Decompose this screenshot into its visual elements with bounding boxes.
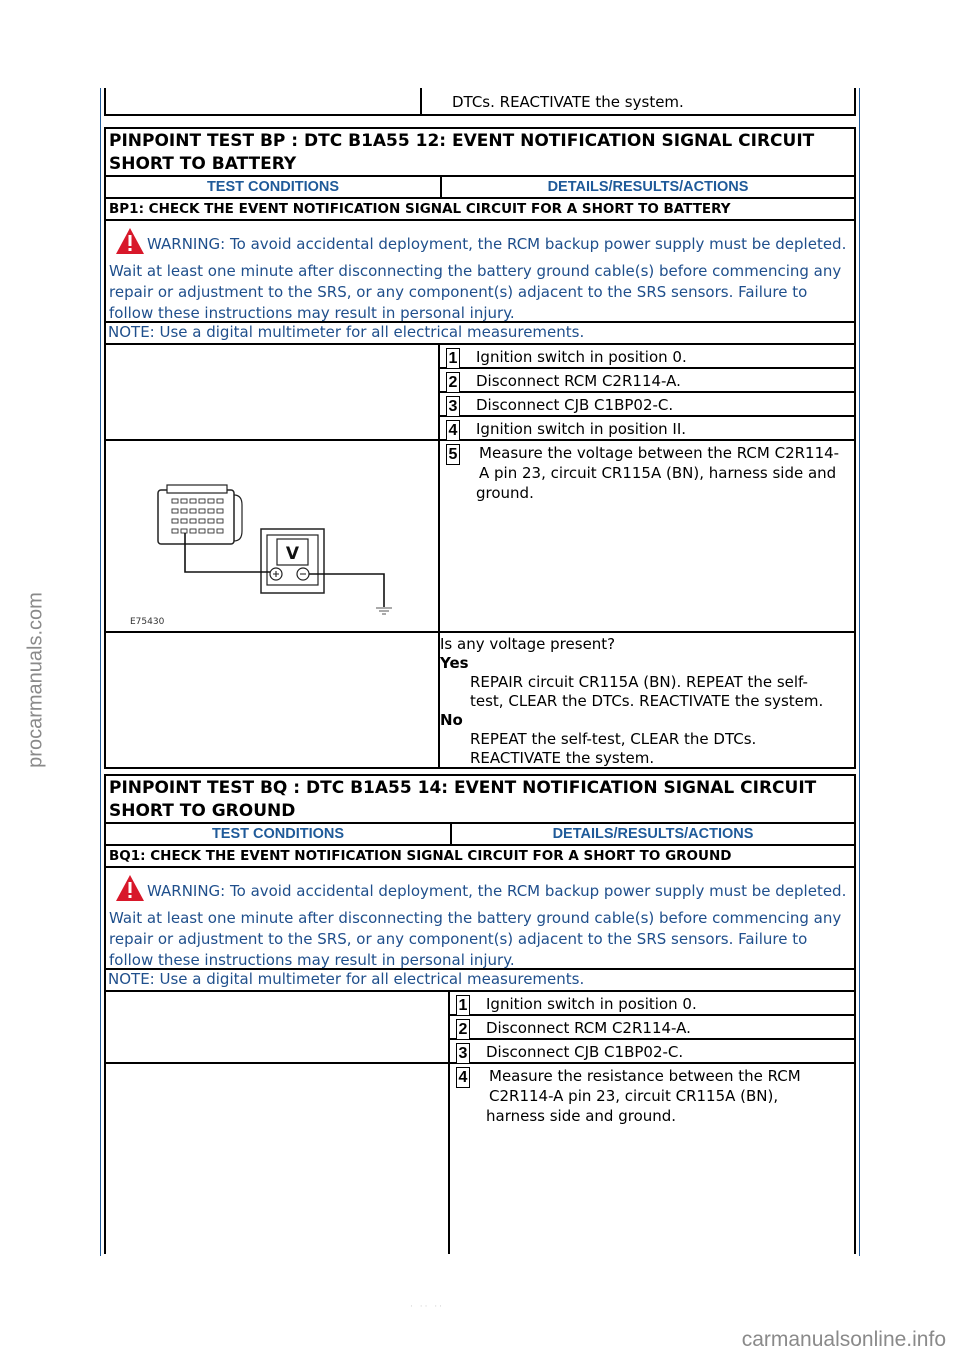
bq-step-4-conditions-cell	[106, 1064, 450, 1254]
warning-icon	[115, 227, 145, 261]
figure-id: E75430	[130, 617, 165, 627]
no-action: REPEAT the self-test, CLEAR the DTCs.	[470, 730, 757, 748]
step-row	[450, 1040, 854, 1062]
step-text: Disconnect CJB C1BP02-C.	[476, 396, 674, 414]
bq-steps-1-3	[106, 992, 854, 1064]
step-number: 3	[446, 396, 460, 417]
voltmeter-diagram	[106, 441, 436, 629]
header-test-conditions: TEST CONDITIONS	[106, 824, 452, 844]
step-number: 4	[456, 1067, 470, 1088]
warning-icon	[115, 874, 145, 908]
step-text: Measure the resistance between the RCM C2R114-A pin 23, circuit CR115A (BN), harness side and ground.	[486, 1067, 801, 1125]
yes-action: REPAIR circuit CR115A (BN). REPEAT the self-	[470, 673, 808, 691]
step-text: Ignition switch in position II.	[476, 420, 687, 438]
bq-step-4	[106, 1064, 854, 1254]
warning-text: WARNING: To avoid accidental deployment, the RCM backup power supply must be depleted. Wait at least one minute after disconnecting the battery ground cable(s) before commencing any repair or adjustment to the SRS, or any component(s) adjacent to the SRS sensors. Failure to follow these instructions may result in personal injury.	[109, 235, 847, 322]
yes-action-cont: test, CLEAR the DTCs. REACTIVATE the system.	[470, 692, 824, 710]
step-number: 5	[446, 444, 460, 465]
pinpoint-test-bq	[104, 774, 856, 1254]
meter-label: V	[285, 544, 300, 564]
bq-note: NOTE: Use a digital multimeter for all electrical measurements.	[106, 970, 854, 992]
step-row	[440, 417, 854, 439]
header-details: DETAILS/RESULTS/ACTIONS	[552, 826, 754, 842]
faint-page-number: · ·· ··	[410, 1302, 445, 1312]
bottom-watermark: carmanualsonline.info	[741, 1328, 946, 1351]
step-row	[450, 992, 854, 1016]
bq-steps-list	[450, 992, 854, 1062]
bp-steps-1-4	[106, 345, 854, 441]
yes-label: Yes	[440, 654, 469, 672]
bp-steps-list	[440, 345, 854, 439]
header-details: DETAILS/RESULTS/ACTIONS	[547, 179, 749, 195]
step-number: 2	[446, 372, 460, 393]
step-text: Disconnect CJB C1BP02-C.	[486, 1043, 684, 1061]
bp-warning	[106, 221, 854, 323]
bq-warning	[106, 868, 854, 970]
bp-conditions-cell	[106, 345, 440, 439]
step-row	[440, 345, 854, 369]
bp-step-title: BP1: CHECK THE EVENT NOTIFICATION SIGNAL CIRCUIT FOR A SHORT TO BATTERY	[106, 199, 854, 221]
bp-step-5	[106, 441, 854, 633]
bq-step-4-cell	[450, 1064, 854, 1254]
step-number: 3	[456, 1043, 470, 1064]
question: Is any voltage present?	[440, 635, 616, 653]
step-number: 4	[446, 420, 460, 441]
bq-title: PINPOINT TEST BQ : DTC B1A55 14: EVENT NOTIFICATION SIGNAL CIRCUIT SHORT TO GROUND	[106, 776, 854, 824]
bp-results	[106, 633, 854, 767]
bp-results-cell	[440, 633, 854, 767]
step-row	[440, 369, 854, 393]
step-text: Disconnect RCM C2R114-A.	[476, 372, 681, 390]
bq-conditions-cell	[106, 992, 450, 1062]
step-row	[440, 393, 854, 417]
no-action-cont: REACTIVATE the system.	[470, 749, 655, 767]
bp-results-conditions-cell	[106, 633, 440, 767]
bp-figure-cell	[106, 441, 440, 631]
step-row	[450, 1016, 854, 1040]
fragment-text: DTCs. REACTIVATE the system.	[452, 93, 684, 111]
step-text: Ignition switch in position 0.	[476, 348, 687, 366]
bp-step-5-cell	[440, 441, 854, 631]
no-label: No	[440, 711, 463, 729]
step-number: 1	[446, 348, 460, 369]
warning-text: WARNING: To avoid accidental deployment, the RCM backup power supply must be depleted. Wait at least one minute after disconnecting the battery ground cable(s) before commencing any repair or adjustment to the SRS, or any component(s) adjacent to the SRS sensors. Failure to follow these instructions may result in personal injury.	[109, 882, 847, 969]
side-watermark: procarmanuals.com	[24, 592, 47, 768]
step-row	[450, 1064, 854, 1126]
step-text: Disconnect RCM C2R114-A.	[486, 1019, 691, 1037]
bq-step-title: BQ1: CHECK THE EVENT NOTIFICATION SIGNAL CIRCUIT FOR A SHORT TO GROUND	[106, 846, 854, 868]
header-test-conditions: TEST CONDITIONS	[106, 177, 442, 197]
step-text: Measure the voltage between the RCM C2R114- A pin 23, circuit CR115A (BN), harness side and ground.	[476, 444, 840, 502]
step-row	[440, 441, 854, 503]
bp-title: PINPOINT TEST BP : DTC B1A55 12: EVENT NOTIFICATION SIGNAL CIRCUIT SHORT TO BATTERY	[106, 129, 854, 177]
step-text: Ignition switch in position 0.	[486, 995, 697, 1013]
bq-column-headers	[106, 824, 854, 846]
bp-column-headers	[106, 177, 854, 199]
page-rule-left	[100, 88, 101, 1256]
bp-note: NOTE: Use a digital multimeter for all electrical measurements.	[106, 323, 854, 345]
pinpoint-test-bp	[104, 127, 856, 769]
page-rule-right	[859, 88, 860, 1256]
step-number: 1	[456, 995, 470, 1016]
step-number: 2	[456, 1019, 470, 1040]
previous-table-fragment	[104, 88, 856, 116]
